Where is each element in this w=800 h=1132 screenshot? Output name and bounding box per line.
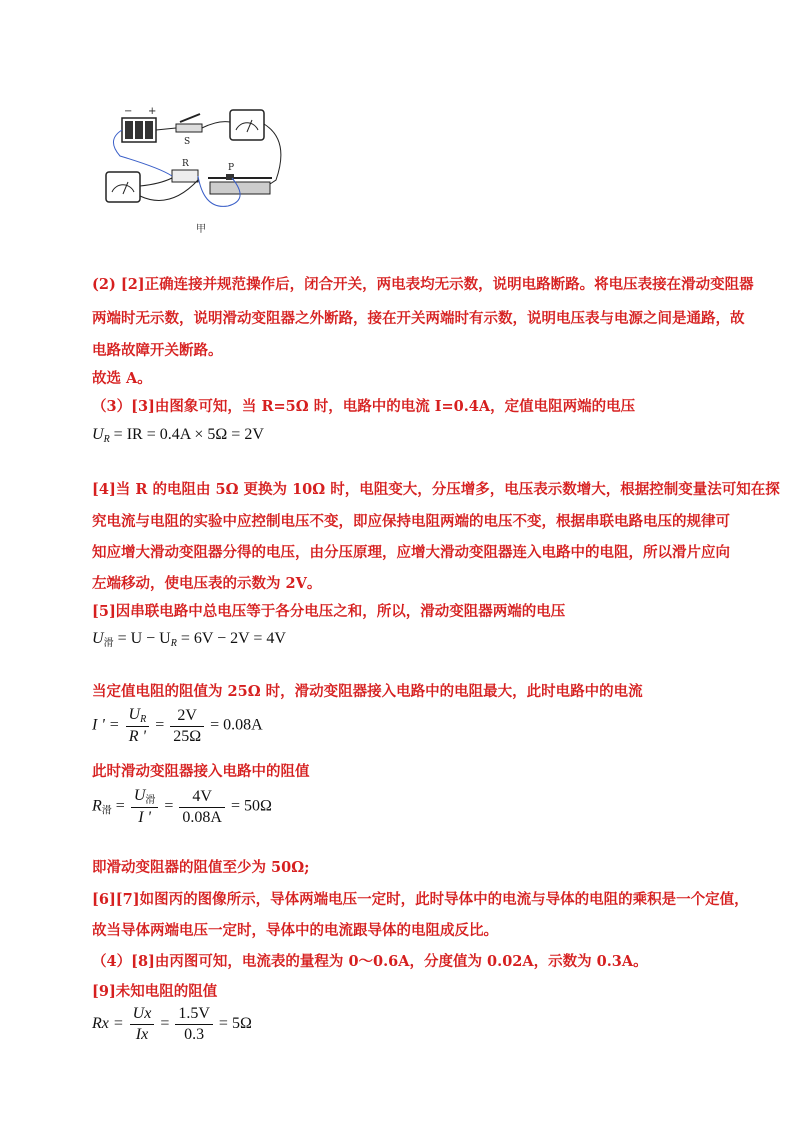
text-line: [5]因串联电路中总电压等于各分电压之和，所以，滑动变阻器两端的电压	[92, 603, 566, 620]
text-line: 此时滑动变阻器接入电路中的阻值	[92, 763, 310, 780]
text-line: 即滑动变阻器的阻值至少为 50Ω;	[92, 859, 310, 876]
equation-rslide: $R_滑$ = $\frac{U_滑}{I '}$ = $\frac{4V}{0.08A}$ = 50Ω	[92, 787, 272, 826]
text-line: 知应增大滑动变阻器分得的电压，由分压原理，应增大滑动变阻器连入电路中的电阻，所以滑片应向	[92, 544, 730, 561]
text-line: [4]当 R 的电阻由 5Ω 更换为 10Ω 时，电阻变大，分压增多，电压表示数增大，根据控制变量法可知在探	[92, 481, 780, 498]
ammeter-icon	[230, 110, 264, 140]
text-line: 电路故障开关断路。	[92, 342, 223, 359]
equation-rx: Rx = $\frac{Ux}{Ix}$ = $\frac{1.5V}{0.3}$ = 5Ω	[92, 1005, 252, 1043]
switch-icon	[176, 114, 202, 132]
voltmeter-icon	[106, 172, 140, 202]
text-line: （3）[3]由图象可知，当 R=5Ω 时，电路中的电流 I=0.4A，定值电阻两端的电压	[92, 398, 636, 415]
text-line: 左端移动，使电压表的示数为 2V。	[92, 575, 322, 592]
circuit-diagram	[100, 100, 300, 240]
text-line: 究电流与电阻的实验中应控制电压不变，即应保持电阻两端的电压不变，根据串联电路电压的规律可	[92, 513, 730, 530]
text-line: （4）[8]由丙图可知，电流表的量程为 0～0.6A，分度值为 0.02A，示数为 0.3A。	[92, 953, 648, 970]
text-line: [6][7]如图丙的图像所示，导体两端电压一定时，此时导体中的电流与导体的电阻的乘积是一个定值，	[92, 891, 749, 908]
text-line: 当定值电阻的阻值为 25Ω 时，滑动变阻器接入电路中的电阻最大，此时电路中的电流	[92, 683, 643, 700]
text-line: 两端时无示数，说明滑动变阻器之外断路，接在开关两端时有示数，说明电压表与电源之间是通路，故	[92, 310, 745, 327]
battery-icon	[122, 118, 156, 142]
switch-label: S	[184, 137, 191, 147]
equation-ur: $U_R$ = IR = 0.4A × 5Ω = 2V	[92, 426, 264, 445]
minus-label: −	[124, 106, 133, 117]
figure-caption: 甲	[196, 224, 206, 235]
resistor-icon	[172, 170, 198, 182]
plus-label: +	[148, 106, 157, 117]
slider-label: P	[228, 163, 235, 173]
text-line: 故当导体两端电压一定时，导体中的电流跟导体的电阻成反比。	[92, 922, 498, 939]
text-line: [9]未知电阻的阻值	[92, 983, 218, 1000]
equation-current: I ' = $\frac{U_R}{R '}$ = $\frac{2V}{25\Omega}$ = 0.08A	[92, 706, 263, 745]
text-line: 故选 A。	[92, 370, 152, 387]
text-line: (2) [2]正确连接并规范操作后，闭合开关，两电表均无示数，说明电路断路。将电压表接在滑动变阻器	[92, 276, 754, 293]
equation-u-slide: $U_滑 = U - U_R = 6V - 2V = 4V$	[92, 630, 286, 649]
resistor-label: R	[182, 159, 189, 169]
